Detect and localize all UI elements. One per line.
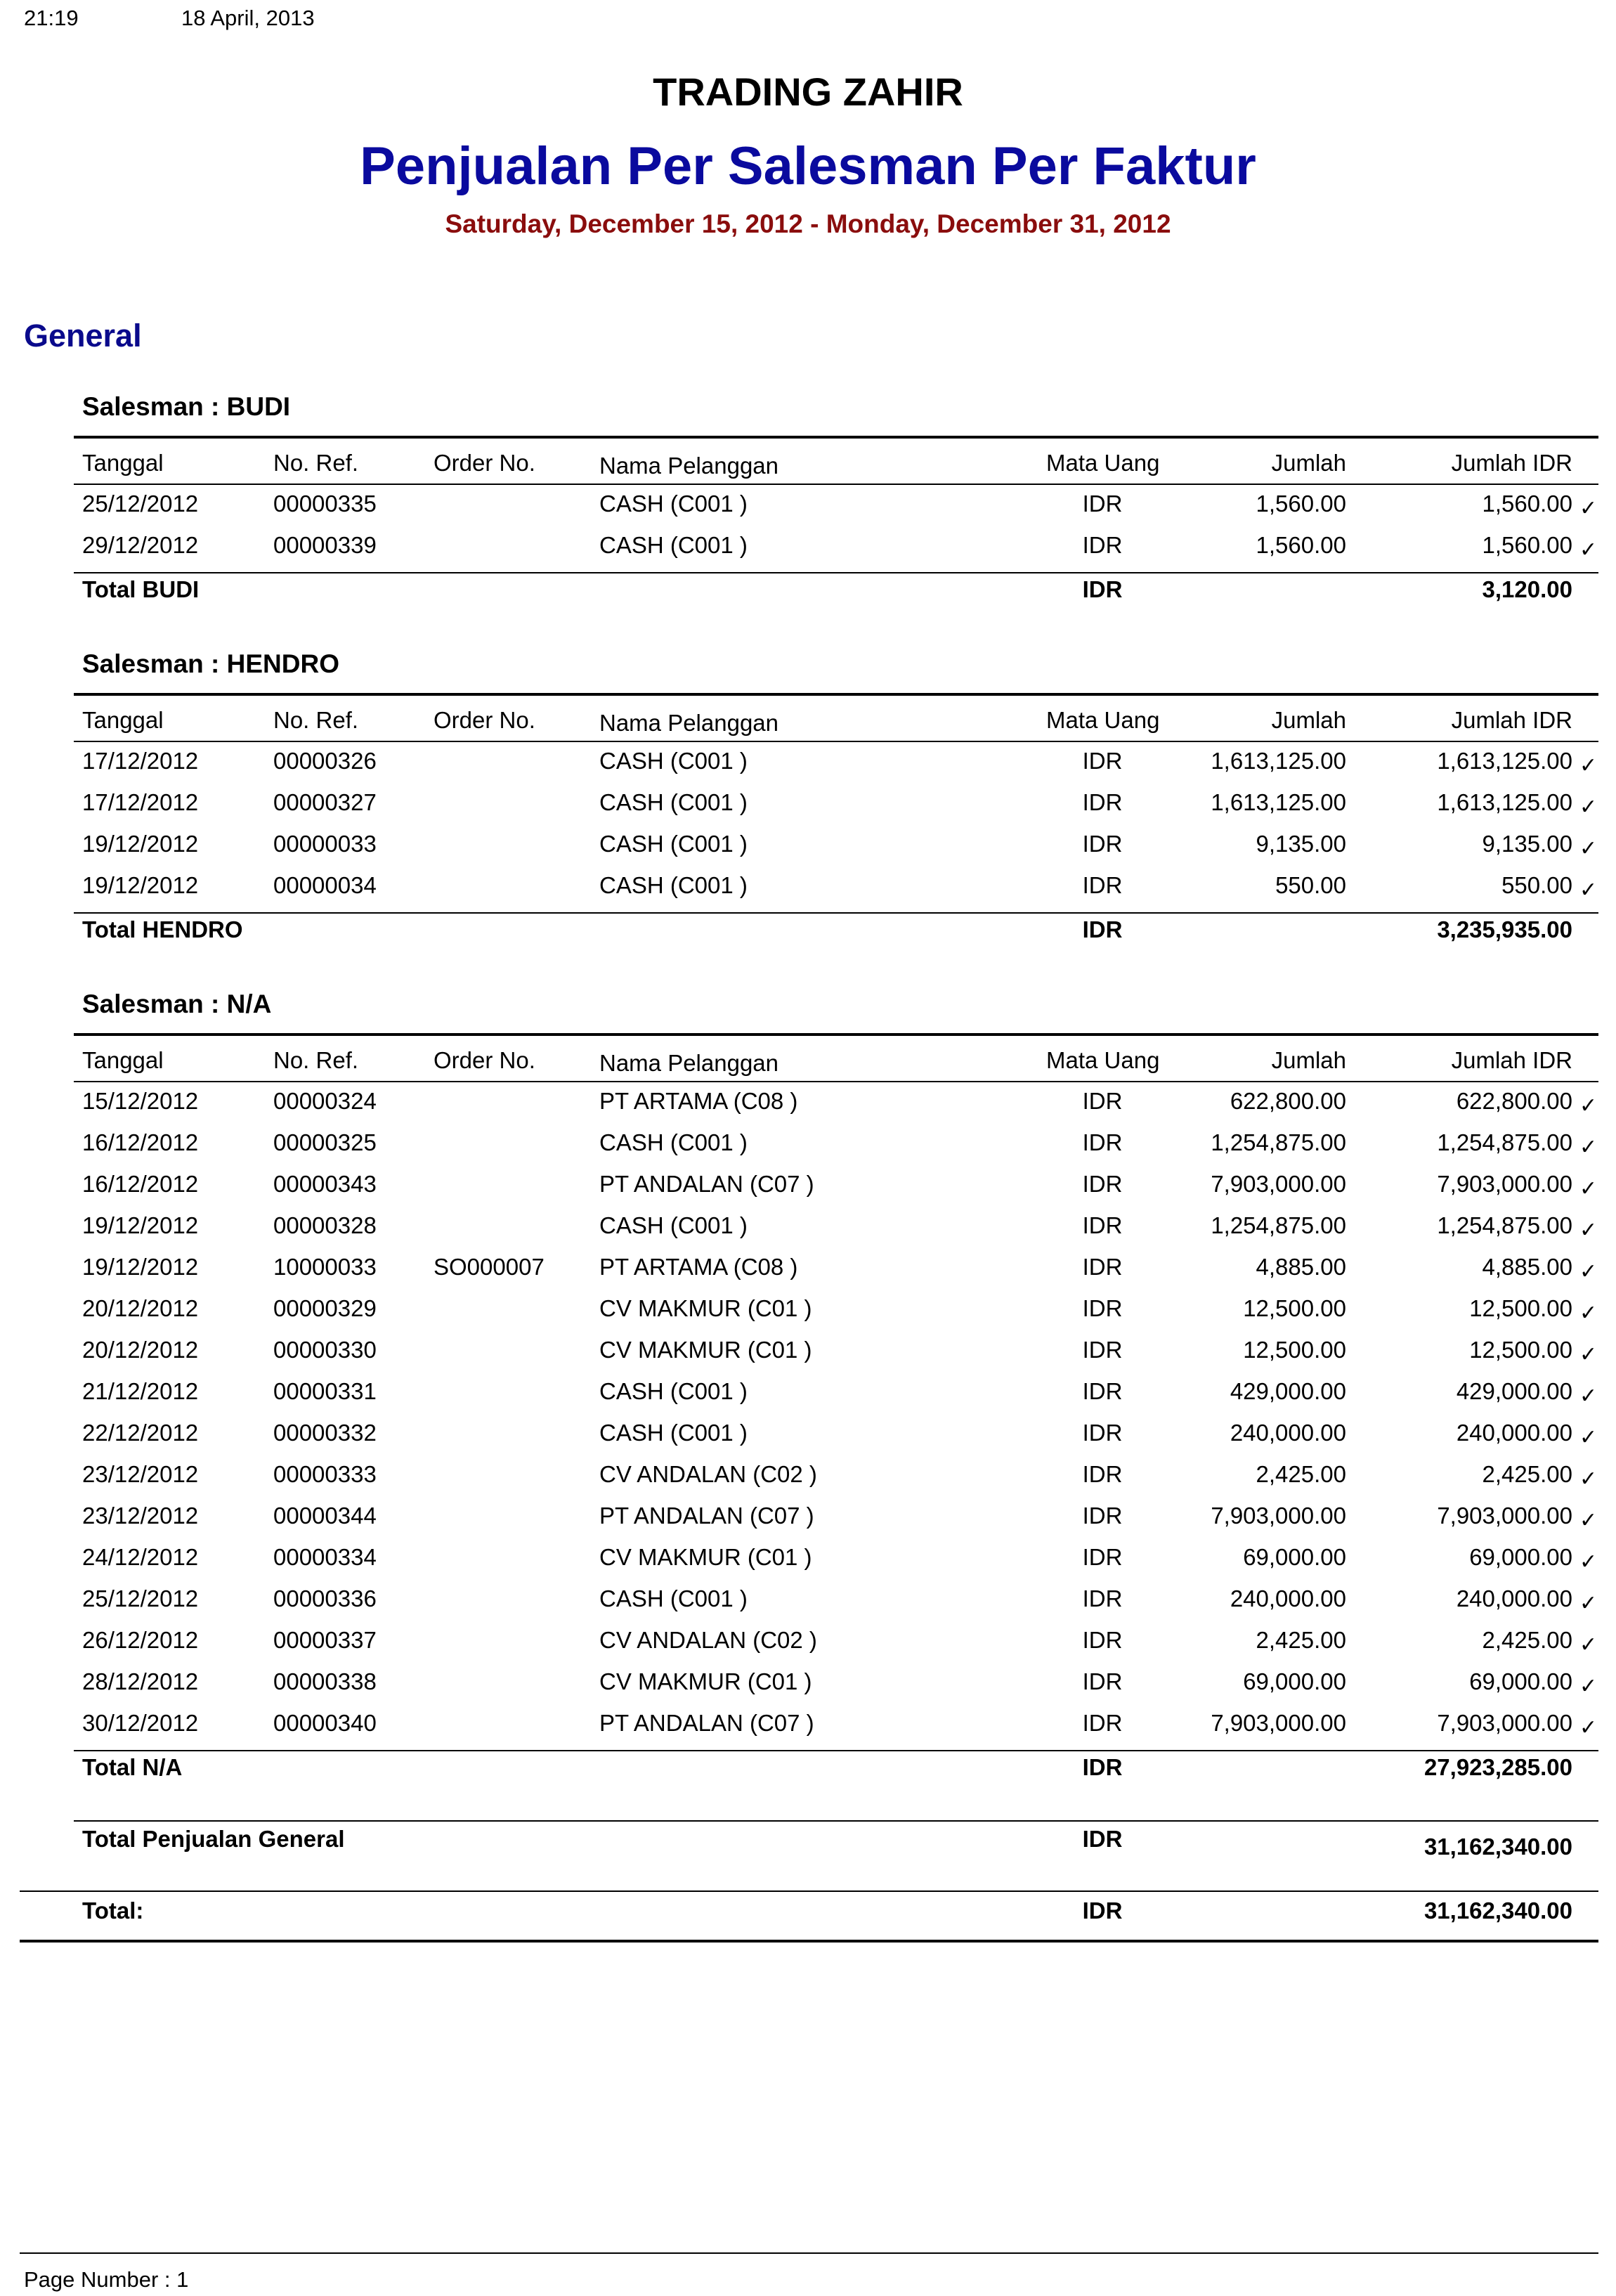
column-header-amount: Jumlah (1271, 450, 1346, 476)
cell-customer: CASH (C001 ) (599, 1585, 748, 1611)
column-header-amount-idr: Jumlah IDR (1451, 1047, 1572, 1073)
cell-amount: 69,000.00 (1243, 1668, 1346, 1694)
cell-date: 24/12/2012 (82, 1544, 199, 1570)
cell-currency: IDR (1082, 1544, 1123, 1570)
checkmark-icon: ✓ (1579, 538, 1598, 562)
cell-ref: 00000326 (273, 748, 377, 774)
column-header-amount: Jumlah (1271, 707, 1346, 733)
table-row (0, 1420, 1616, 1461)
cell-amount: 1,254,875.00 (1211, 1129, 1346, 1155)
cell-customer: PT ARTAMA (C08 ) (599, 1088, 798, 1114)
cell-ref: 00000034 (273, 872, 377, 898)
cell-ref: 00000337 (273, 1627, 377, 1653)
cell-ref: 00000327 (273, 789, 377, 815)
cell-date: 23/12/2012 (82, 1461, 199, 1487)
table-row (0, 1171, 1616, 1212)
divider (74, 1081, 1598, 1082)
cell-customer: PT ANDALAN (C07 ) (599, 1710, 814, 1736)
table-header (0, 450, 1616, 491)
checkmark-icon: ✓ (1579, 796, 1598, 819)
cell-customer: CASH (C001 ) (599, 1129, 748, 1155)
cell-ref: 00000340 (273, 1710, 377, 1736)
table-row (0, 1544, 1616, 1585)
cell-currency: IDR (1082, 1295, 1123, 1321)
checkmark-icon: ✓ (1579, 1633, 1598, 1656)
column-header-amount: Jumlah (1271, 1047, 1346, 1073)
table-row (0, 532, 1616, 573)
cell-date: 21/12/2012 (82, 1378, 199, 1404)
cell-amount-idr: 69,000.00 (1469, 1544, 1572, 1570)
cell-amount-idr: 7,903,000.00 (1437, 1503, 1572, 1529)
table-row (0, 1627, 1616, 1668)
cell-amount: 1,560.00 (1256, 491, 1346, 517)
cell-amount: 69,000.00 (1243, 1544, 1346, 1570)
cell-customer: PT ANDALAN (C07 ) (599, 1503, 814, 1529)
table-row (0, 748, 1616, 789)
cell-date: 20/12/2012 (82, 1337, 199, 1363)
cell-currency: IDR (1082, 748, 1123, 774)
cell-ref: 00000334 (273, 1544, 377, 1570)
table-row (0, 1254, 1616, 1295)
table-header (0, 707, 1616, 748)
cell-date: 15/12/2012 (82, 1088, 199, 1114)
cell-amount: 2,425.00 (1256, 1461, 1346, 1487)
cell-amount-idr: 622,800.00 (1456, 1088, 1572, 1114)
cell-amount-idr: 1,254,875.00 (1437, 1212, 1572, 1238)
total-currency: IDR (1082, 916, 1123, 942)
cell-currency: IDR (1082, 1254, 1123, 1280)
total-amount-idr: 3,235,935.00 (1437, 916, 1572, 942)
cell-ref: 00000033 (273, 831, 377, 857)
divider (74, 1750, 1598, 1751)
cell-amount: 240,000.00 (1230, 1420, 1346, 1446)
column-header-date: Tanggal (82, 450, 164, 476)
column-header-currency: Mata Uang (1046, 1047, 1160, 1073)
cell-date: 16/12/2012 (82, 1171, 199, 1197)
total-label: Total HENDRO (82, 916, 243, 942)
table-row (0, 1129, 1616, 1171)
footer-divider (20, 2252, 1598, 2254)
cell-customer: PT ANDALAN (C07 ) (599, 1171, 814, 1197)
checkmark-icon: ✓ (1579, 1177, 1598, 1200)
cell-date: 23/12/2012 (82, 1503, 199, 1529)
checkmark-icon: ✓ (1579, 1302, 1598, 1325)
cell-customer: CV MAKMUR (C01 ) (599, 1295, 812, 1321)
cell-currency: IDR (1082, 1337, 1123, 1363)
cell-amount: 7,903,000.00 (1211, 1171, 1346, 1197)
cell-date: 28/12/2012 (82, 1668, 199, 1694)
grand-total-amount: 31,162,340.00 (1423, 1898, 1572, 1924)
cell-amount-idr: 12,500.00 (1469, 1295, 1572, 1321)
column-header-ref: No. Ref. (273, 1047, 359, 1073)
total-currency: IDR (1082, 1754, 1123, 1780)
cell-amount-idr: 4,885.00 (1482, 1254, 1572, 1280)
cell-currency: IDR (1082, 831, 1123, 857)
cell-amount: 240,000.00 (1230, 1585, 1346, 1611)
column-header-order: Order No. (434, 1047, 535, 1073)
divider (74, 1820, 1598, 1822)
divider (74, 1033, 1598, 1036)
cell-amount: 7,903,000.00 (1211, 1503, 1346, 1529)
column-header-customer: Nama Pelanggan (599, 1050, 779, 1076)
company-name: TRADING ZAHIR (653, 70, 963, 114)
cell-ref: 00000330 (273, 1337, 377, 1363)
cell-customer: CV ANDALAN (C02 ) (599, 1627, 817, 1653)
column-header-ref: No. Ref. (273, 707, 359, 733)
cell-amount-idr: 7,903,000.00 (1437, 1171, 1572, 1197)
salesman-total-row (0, 576, 1616, 618)
cell-amount: 429,000.00 (1230, 1378, 1346, 1404)
table-row (0, 1212, 1616, 1254)
cell-date: 19/12/2012 (82, 831, 199, 857)
cell-amount-idr: 2,425.00 (1482, 1461, 1572, 1487)
salesman-total-row (0, 916, 1616, 958)
checkmark-icon: ✓ (1579, 1094, 1598, 1117)
cell-date: 16/12/2012 (82, 1129, 199, 1155)
cell-ref: 00000328 (273, 1212, 377, 1238)
cell-amount-idr: 240,000.00 (1456, 1420, 1572, 1446)
cell-currency: IDR (1082, 1378, 1123, 1404)
cell-amount-idr: 2,425.00 (1482, 1627, 1572, 1653)
grand-total-label: Total: (82, 1898, 144, 1924)
cell-customer: CASH (C001 ) (599, 748, 748, 774)
column-header-date: Tanggal (82, 1047, 164, 1073)
column-header-currency: Mata Uang (1046, 707, 1160, 733)
divider (74, 693, 1598, 696)
cell-amount-idr: 1,254,875.00 (1437, 1129, 1572, 1155)
cell-amount-idr: 240,000.00 (1456, 1585, 1572, 1611)
table-row (0, 831, 1616, 872)
cell-ref: 10000033 (273, 1254, 377, 1280)
cell-date: 19/12/2012 (82, 872, 199, 898)
cell-ref: 00000331 (273, 1378, 377, 1404)
checkmark-icon: ✓ (1579, 1467, 1598, 1491)
cell-amount-idr: 12,500.00 (1469, 1337, 1572, 1363)
total-amount-idr: 3,120.00 (1482, 576, 1572, 602)
cell-ref: 00000335 (273, 491, 377, 517)
divider (20, 1890, 1598, 1892)
divider (74, 912, 1598, 914)
cell-ref: 00000343 (273, 1171, 377, 1197)
column-header-ref: No. Ref. (273, 450, 359, 476)
cell-currency: IDR (1082, 1668, 1123, 1694)
checkmark-icon: ✓ (1579, 1592, 1598, 1615)
cell-ref: 00000325 (273, 1129, 377, 1155)
group-total-amount: 31,162,340.00 (1423, 1834, 1572, 1860)
cell-date: 25/12/2012 (82, 1585, 199, 1611)
grand-total-currency: IDR (1082, 1898, 1123, 1924)
cell-amount: 622,800.00 (1230, 1088, 1346, 1114)
cell-currency: IDR (1082, 789, 1123, 815)
cell-customer: CASH (C001 ) (599, 1212, 748, 1238)
salesman-heading: Salesman : N/A (82, 990, 272, 1018)
cell-amount: 1,613,125.00 (1211, 748, 1346, 774)
divider (74, 572, 1598, 573)
checkmark-icon: ✓ (1579, 1260, 1598, 1283)
cell-customer: PT ARTAMA (C08 ) (599, 1254, 798, 1280)
column-header-amount-idr: Jumlah IDR (1451, 707, 1572, 733)
cell-amount: 4,885.00 (1256, 1254, 1346, 1280)
table-row (0, 1503, 1616, 1544)
report-title: Penjualan Per Salesman Per Faktur (360, 136, 1256, 196)
column-header-amount-idr: Jumlah IDR (1451, 450, 1572, 476)
table-row (0, 1461, 1616, 1503)
cell-amount: 12,500.00 (1243, 1337, 1346, 1363)
cell-currency: IDR (1082, 1420, 1123, 1446)
table-row (0, 872, 1616, 914)
cell-order: SO000007 (434, 1254, 545, 1280)
checkmark-icon: ✓ (1579, 1384, 1598, 1408)
cell-amount: 2,425.00 (1256, 1627, 1346, 1653)
cell-ref: 00000336 (273, 1585, 377, 1611)
column-header-order: Order No. (434, 450, 535, 476)
cell-amount: 1,560.00 (1256, 532, 1346, 558)
cell-date: 19/12/2012 (82, 1254, 199, 1280)
checkmark-icon: ✓ (1579, 1675, 1598, 1698)
cell-customer: CASH (C001 ) (599, 1420, 748, 1446)
cell-amount-idr: 7,903,000.00 (1437, 1710, 1572, 1736)
cell-date: 29/12/2012 (82, 532, 199, 558)
cell-amount-idr: 550.00 (1501, 872, 1572, 898)
checkmark-icon: ✓ (1579, 754, 1598, 777)
column-header-currency: Mata Uang (1046, 450, 1160, 476)
divider (20, 1940, 1598, 1942)
table-row (0, 1337, 1616, 1378)
total-currency: IDR (1082, 576, 1123, 602)
salesman-heading: Salesman : BUDI (82, 392, 291, 421)
cell-customer: CASH (C001 ) (599, 1378, 748, 1404)
table-row (0, 1378, 1616, 1420)
cell-customer: CV MAKMUR (C01 ) (599, 1544, 812, 1570)
divider (74, 741, 1598, 742)
checkmark-icon: ✓ (1579, 1426, 1598, 1449)
cell-date: 25/12/2012 (82, 491, 199, 517)
cell-amount: 1,254,875.00 (1211, 1212, 1346, 1238)
page-number: Page Number : 1 (24, 2267, 189, 2292)
group-title: General (24, 318, 142, 354)
cell-customer: CASH (C001 ) (599, 532, 748, 558)
cell-ref: 00000333 (273, 1461, 377, 1487)
cell-date: 17/12/2012 (82, 748, 199, 774)
total-amount-idr: 27,923,285.00 (1423, 1754, 1572, 1780)
table-row (0, 1668, 1616, 1710)
total-label: Total BUDI (82, 576, 200, 602)
checkmark-icon: ✓ (1579, 497, 1598, 520)
table-header (0, 1047, 1616, 1089)
cell-date: 26/12/2012 (82, 1627, 199, 1653)
cell-ref: 00000344 (273, 1503, 377, 1529)
cell-ref: 00000332 (273, 1420, 377, 1446)
cell-customer: CASH (C001 ) (599, 831, 748, 857)
cell-currency: IDR (1082, 1171, 1123, 1197)
cell-currency: IDR (1082, 1088, 1123, 1114)
cell-customer: CASH (C001 ) (599, 872, 748, 898)
divider (74, 436, 1598, 439)
cell-ref: 00000329 (273, 1295, 377, 1321)
table-row (0, 1088, 1616, 1129)
cell-amount: 1,613,125.00 (1211, 789, 1346, 815)
table-row (0, 789, 1616, 831)
report-period: Saturday, December 15, 2012 - Monday, December 31, 2012 (445, 209, 1171, 238)
cell-date: 17/12/2012 (82, 789, 199, 815)
checkmark-icon: ✓ (1579, 1219, 1598, 1242)
cell-ref: 00000338 (273, 1668, 377, 1694)
checkmark-icon: ✓ (1579, 1509, 1598, 1532)
cell-ref: 00000324 (273, 1088, 377, 1114)
cell-currency: IDR (1082, 1212, 1123, 1238)
cell-currency: IDR (1082, 1503, 1123, 1529)
salesman-total-row (0, 1754, 1616, 1796)
cell-currency: IDR (1082, 1461, 1123, 1487)
cell-amount: 550.00 (1275, 872, 1346, 898)
column-header-customer: Nama Pelanggan (599, 453, 779, 479)
checkmark-icon: ✓ (1579, 1343, 1598, 1366)
checkmark-icon: ✓ (1579, 1716, 1598, 1739)
print-time: 21:19 (24, 6, 79, 30)
column-header-customer: Nama Pelanggan (599, 710, 779, 736)
group-total-label: Total Penjualan General (82, 1826, 345, 1852)
cell-currency: IDR (1082, 1710, 1123, 1736)
cell-currency: IDR (1082, 1129, 1123, 1155)
cell-date: 20/12/2012 (82, 1295, 199, 1321)
cell-currency: IDR (1082, 532, 1123, 558)
cell-amount-idr: 1,560.00 (1482, 491, 1572, 517)
cell-customer: CASH (C001 ) (599, 789, 748, 815)
cell-customer: CV MAKMUR (C01 ) (599, 1668, 812, 1694)
cell-customer: CASH (C001 ) (599, 491, 748, 517)
checkmark-icon: ✓ (1579, 878, 1598, 902)
cell-amount-idr: 1,613,125.00 (1437, 748, 1572, 774)
cell-ref: 00000339 (273, 532, 377, 558)
column-header-date: Tanggal (82, 707, 164, 733)
column-header-order: Order No. (434, 707, 535, 733)
cell-amount: 9,135.00 (1256, 831, 1346, 857)
table-row (0, 1585, 1616, 1627)
cell-amount-idr: 1,613,125.00 (1437, 789, 1572, 815)
cell-amount: 12,500.00 (1243, 1295, 1346, 1321)
cell-amount-idr: 1,560.00 (1482, 532, 1572, 558)
checkmark-icon: ✓ (1579, 1136, 1598, 1159)
checkmark-icon: ✓ (1579, 1550, 1598, 1574)
cell-currency: IDR (1082, 1627, 1123, 1653)
table-row (0, 1295, 1616, 1337)
table-row (0, 1710, 1616, 1751)
table-row (0, 491, 1616, 532)
cell-date: 22/12/2012 (82, 1420, 199, 1446)
cell-amount-idr: 429,000.00 (1456, 1378, 1572, 1404)
cell-amount-idr: 9,135.00 (1482, 831, 1572, 857)
cell-date: 30/12/2012 (82, 1710, 199, 1736)
salesman-heading: Salesman : HENDRO (82, 649, 339, 678)
divider (74, 484, 1598, 485)
cell-amount-idr: 69,000.00 (1469, 1668, 1572, 1694)
cell-date: 19/12/2012 (82, 1212, 199, 1238)
cell-customer: CV ANDALAN (C02 ) (599, 1461, 817, 1487)
cell-amount: 7,903,000.00 (1211, 1710, 1346, 1736)
total-label: Total N/A (82, 1754, 183, 1780)
cell-currency: IDR (1082, 491, 1123, 517)
cell-currency: IDR (1082, 872, 1123, 898)
group-total-currency: IDR (1082, 1826, 1123, 1852)
cell-currency: IDR (1082, 1585, 1123, 1611)
print-date: 18 April, 2013 (181, 6, 315, 30)
checkmark-icon: ✓ (1579, 837, 1598, 860)
cell-customer: CV MAKMUR (C01 ) (599, 1337, 812, 1363)
